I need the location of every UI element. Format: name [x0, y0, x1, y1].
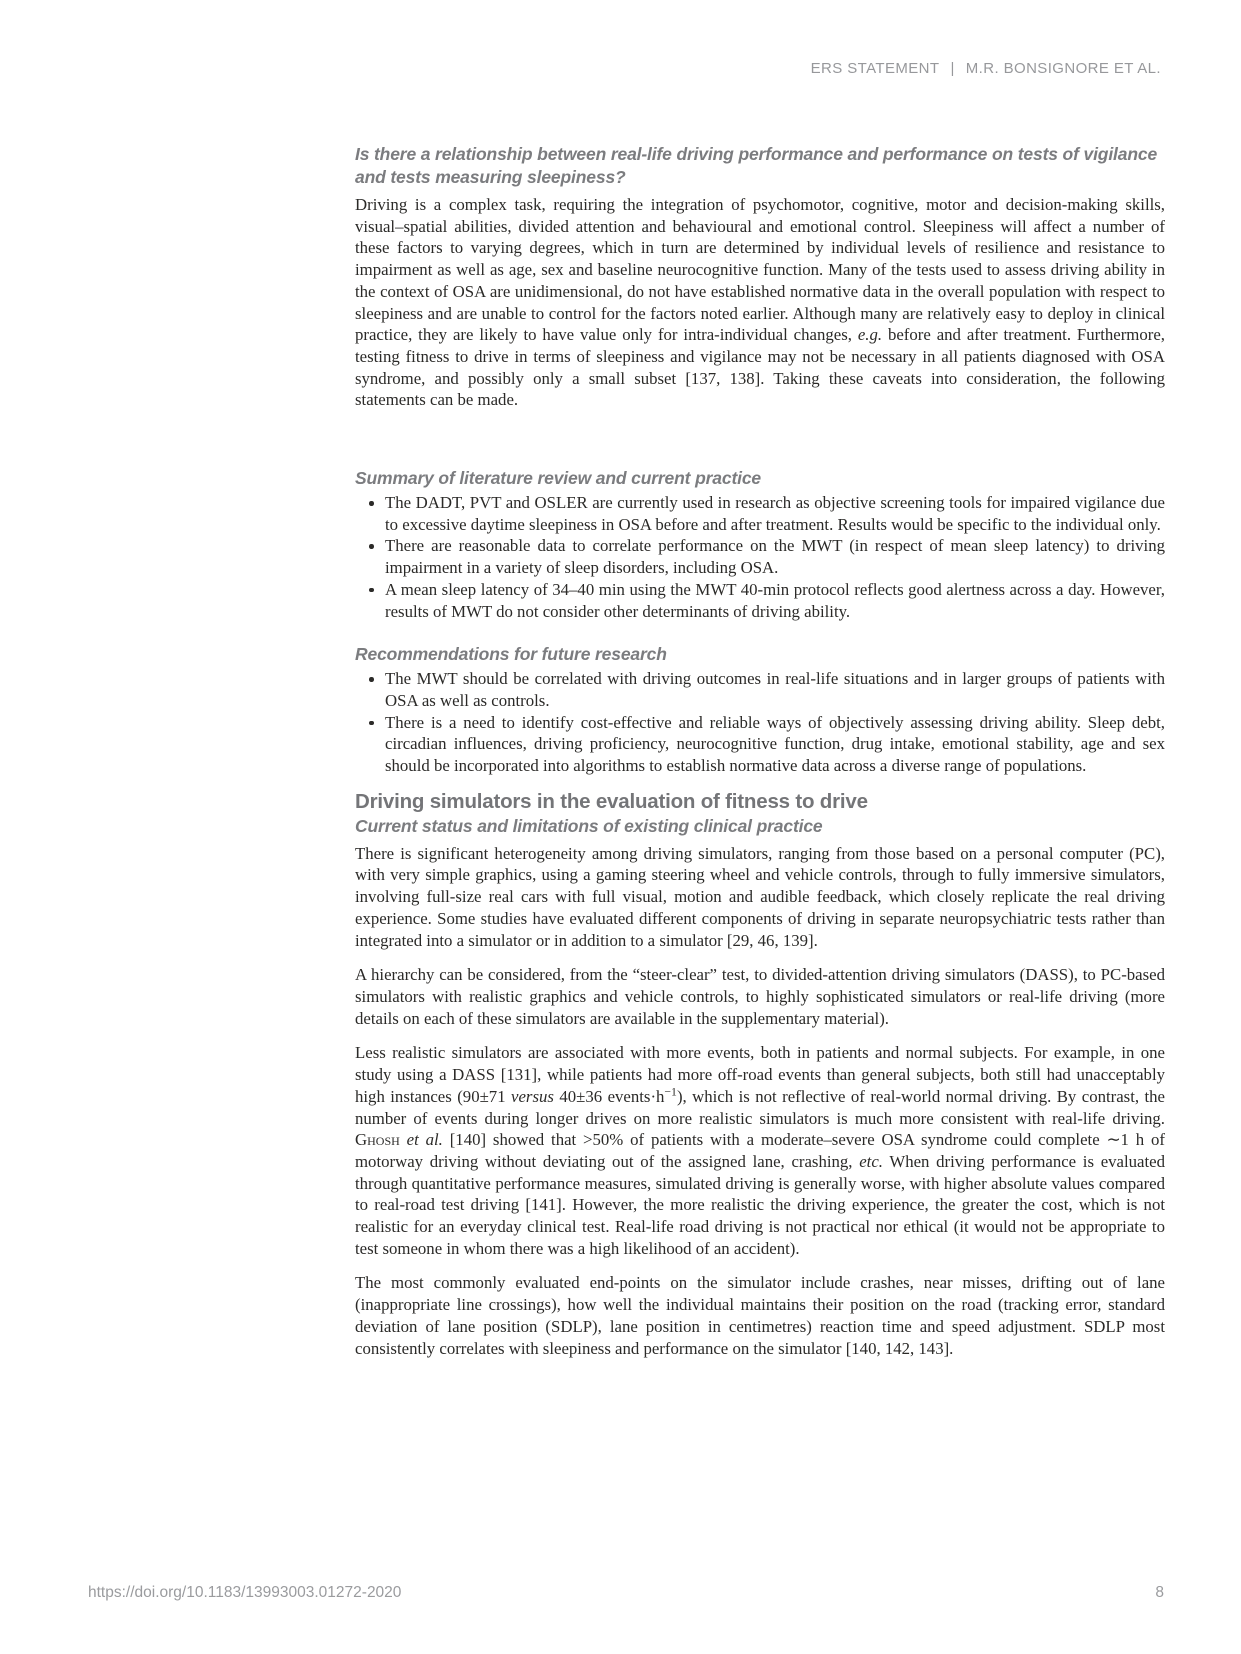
list-item: There are reasonable data to correlate performance on the MWT (in respect of mean sleep latency) to driving impairment in a variety of sleep disorders, including OSA. [355, 535, 1165, 578]
running-head [811, 60, 1161, 77]
list-item: A mean sleep latency of 34–40 min using the MWT 40-min protocol reflects good alertness across a day. However, results of MWT do not consider other determinants of driving ability. [355, 579, 1165, 622]
paragraph-simulator-realism: Less realistic simulators are associated with more events, both in patients and normal subjects. For example, in one study using a DASS [131], while patients had more off-road events than general subjects, both still had unacceptably high instances (90±71 versus 40±36 $events\cdot h^{-1}$), which is not reflective of real-world normal driving. By contrast, the number of events during longer drives on more realistic simulators is much more consistent with real-life driving. Ghosh et al. [140] showed that >50% of patients with a moderate–severe OSA syndrome could complete ∼1 h of motorway driving without deviating out of the assigned lane, crashing, etc. When driving performance is evaluated through quantitative performance measures, simulated driving is generally worse, with higher absolute values compared to real-road test driving [141]. However, the more realistic the driving experience, the greater the cost, which is not realistic for an everyday clinical test. Real-life road driving is not practical nor ethical (it would not be appropriate to test someone in whom there was a high likelihood of an accident). [355, 1043, 1166, 1258]
summary-bullet-list [355, 492, 1165, 622]
page-number: 8 [1155, 1584, 1164, 1601]
paragraph-vigilance: Driving is a complex task, requiring the integration of psychomotor, cognitive, motor and decision-making skills, visual–spatial abilities, divided attention and behavioural and emotional control. Sleepiness will affect a number of these factors to varying degrees, which in turn are determined by individual levels of resilience and resistance to impairment as well as age, sex and baseline neurocognitive function. Many of the tests used to assess driving ability in the context of OSA are unidimensional, do not have established normative data in the overall population with respect to sleepiness and are unable to control for the factors noted earlier. Although many are relatively easy to deploy in clinical practice, they are likely to have value only for intra-individual changes, e.g. before and after treatment. Furthermore, testing fitness to drive in terms of sleepiness and vigilance may not be necessary in all patients diagnosed with OSA syndrome, and possibly only a small subset [137, 138]. Taking these caveats into consideration, the following statements can be made. [355, 195, 1165, 410]
section-subheading-current-status: Current status and limitations of existing clinical practice [355, 815, 823, 836]
section-heading-summary: Summary of literature review and current practice [355, 468, 761, 489]
paragraph-simulator-endpoints: The most commonly evaluated end-points on the simulator include crashes, near misses, drifting out of lane (inappropriate line crossings), how well the individual maintains their position on the road (tracking error, standard deviation of lane position (SDLP), lane position in centimetres) reaction time and speed adjustment. SDLP most consistently correlates with sleepiness and performance on the simulator [140, 142, 143]. [355, 1273, 1165, 1358]
page-footer [88, 1584, 1164, 1602]
paragraph-simulator-hierarchy: A hierarchy can be considered, from the “steer-clear” test, to divided-attention driving simulators (DASS), to PC-based simulators with realistic graphics and vehicle controls, to highly sophisticated simulators or real-life driving (more details on each of these simulators are available in the supplementary material). [355, 965, 1165, 1028]
list-item: There is a need to identify cost-effective and reliable ways of objectively assessing driving ability. Sleep debt, circadian influences, driving proficiency, neurocognitive function, drug intake, emotional stability, age and sex should be incorporated into algorithms to establish normative data across a diverse range of populations. [355, 712, 1165, 777]
paragraph-simulator-heterogeneity: There is significant heterogeneity among driving simulators, ranging from those based on a personal computer (PC), with very simple graphics, using a gaming steering wheel and vehicle controls, through to fully immersive simulators, involving full-size real cars with full visual, motion and audible feedback, which closely replicate the real driving experience. Some studies have evaluated different components of driving in separate neuropsychiatric tests rather than integrated into a simulator or in addition to a simulator [29, 46, 139]. [355, 843, 1165, 950]
recommendations-bullet-list [355, 668, 1165, 777]
section-heading-recommendations: Recommendations for future research [355, 644, 667, 665]
running-head-separator: | [950, 60, 955, 77]
article-body [355, 143, 1165, 1359]
section-heading-vigilance-question: Is there a relationship between real-life driving performance and performance on tests of vigilance and tests measuring sleepiness? [355, 144, 1158, 187]
list-item: The MWT should be correlated with driving outcomes in real-life situations and in larger groups of patients with OSA as well as controls. [355, 668, 1165, 711]
running-head-authors: M.R. BONSIGNORE ET AL. [965, 60, 1161, 77]
section-heading-driving-simulators: Driving simulators in the evaluation of fitness to drive [355, 789, 868, 813]
list-item: The DADT, PVT and OSLER are currently used in research as objective screening tools for impaired vigilance due to excessive daytime sleepiness in OSA before and after treatment. Results would be specific to the individual only. [355, 492, 1165, 535]
doi-link[interactable]: https://doi.org/10.1183/13993003.01272-2020 [88, 1584, 402, 1601]
running-head-journal: ERS STATEMENT [810, 60, 940, 77]
